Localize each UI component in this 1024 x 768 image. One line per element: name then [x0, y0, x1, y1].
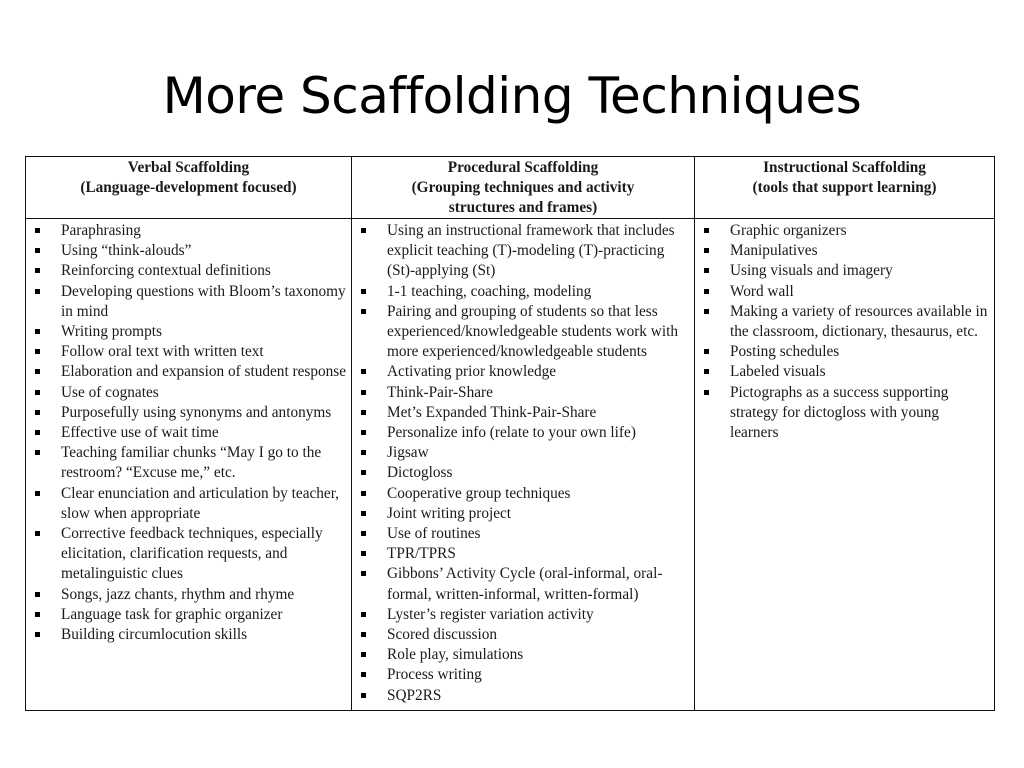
header-instructional-scaffolding	[695, 157, 995, 219]
list-item: Gibbons’ Activity Cycle (oral-informal, oral-formal, written-informal, written-formal)	[355, 564, 691, 604]
table-header-row	[26, 157, 995, 219]
list-item: Role play, simulations	[355, 645, 691, 665]
list-item: Process writing	[355, 665, 691, 685]
column-header-line: Instructional Scaffolding	[763, 159, 926, 176]
list-item: Word wall	[698, 282, 991, 302]
list-item: Using “think-alouds”	[29, 241, 348, 261]
list-item: Think-Pair-Share	[355, 383, 691, 403]
instructional-scaffolding-cell	[695, 219, 995, 711]
list-item: Pairing and grouping of students so that less experienced/knowledgeable students work with more experienced/knowledgeable students	[355, 302, 691, 363]
list-item: Scored discussion	[355, 625, 691, 645]
list-item: Follow oral text with written text	[29, 342, 348, 362]
procedural-scaffolding-list	[355, 221, 691, 706]
header-procedural-scaffolding	[352, 157, 695, 219]
list-item: Jigsaw	[355, 443, 691, 463]
slide-title: More Scaffolding Techniques	[162, 67, 862, 125]
list-item: Effective use of wait time	[29, 423, 348, 443]
list-item: Posting schedules	[698, 342, 991, 362]
list-item: Using an instructional framework that includes explicit teaching (T)-modeling (T)-practicing (St)-applying (St)	[355, 221, 691, 282]
list-item: Reinforcing contextual definitions	[29, 261, 348, 281]
list-item: Pictographs as a success supporting strategy for dictogloss with young learners	[698, 383, 991, 444]
list-item: Labeled visuals	[698, 362, 991, 382]
list-item: TPR/TPRS	[355, 544, 691, 564]
list-item: 1-1 teaching, coaching, modeling	[355, 282, 691, 302]
list-item: Graphic organizers	[698, 221, 991, 241]
list-item: Corrective feedback techniques, especially elicitation, clarification requests, and metalinguistic clues	[29, 524, 348, 585]
scaffolding-table	[25, 156, 995, 711]
column-header-line: Procedural Scaffolding	[447, 159, 599, 176]
table-body-row	[26, 219, 995, 711]
list-item: Manipulatives	[698, 241, 991, 261]
column-header-line: Verbal Scaffolding	[127, 159, 250, 176]
list-item: Developing questions with Bloom’s taxonomy in mind	[29, 282, 348, 322]
list-item: Use of routines	[355, 524, 691, 544]
list-item: Use of cognates	[29, 383, 348, 403]
list-item: Writing prompts	[29, 322, 348, 342]
list-item: Elaboration and expansion of student response	[29, 362, 348, 382]
header-verbal-scaffolding	[26, 157, 352, 219]
list-item: Building circumlocution skills	[29, 625, 348, 645]
list-item: Clear enunciation and articulation by teacher, slow when appropriate	[29, 484, 348, 524]
column-header-line: structures and frames)	[448, 199, 598, 216]
list-item: Joint writing project	[355, 504, 691, 524]
procedural-scaffolding-cell	[352, 219, 695, 711]
list-item: Lyster’s register variation activity	[355, 605, 691, 625]
instructional-scaffolding-list	[698, 221, 991, 443]
column-header-line: (Language-development focused)	[80, 179, 297, 196]
list-item: SQP2RS	[355, 686, 691, 706]
list-item: Purposefully using synonyms and antonyms	[29, 403, 348, 423]
list-item: Personalize info (relate to your own life)	[355, 423, 691, 443]
list-item: Activating prior knowledge	[355, 362, 691, 382]
verbal-scaffolding-cell	[26, 219, 352, 711]
verbal-scaffolding-list	[29, 221, 348, 645]
list-item: Cooperative group techniques	[355, 484, 691, 504]
list-item: Using visuals and imagery	[698, 261, 991, 281]
list-item: Paraphrasing	[29, 221, 348, 241]
column-header-line: (tools that support learning)	[752, 179, 937, 196]
list-item: Songs, jazz chants, rhythm and rhyme	[29, 585, 348, 605]
column-header-line: (Grouping techniques and activity	[411, 179, 635, 196]
list-item: Met’s Expanded Think-Pair-Share	[355, 403, 691, 423]
list-item: Language task for graphic organizer	[29, 605, 348, 625]
list-item: Making a variety of resources available in the classroom, dictionary, thesaurus, etc.	[698, 302, 991, 342]
list-item: Teaching familiar chunks “May I go to the restroom? “Excuse me,” etc.	[29, 443, 348, 483]
list-item: Dictogloss	[355, 463, 691, 483]
